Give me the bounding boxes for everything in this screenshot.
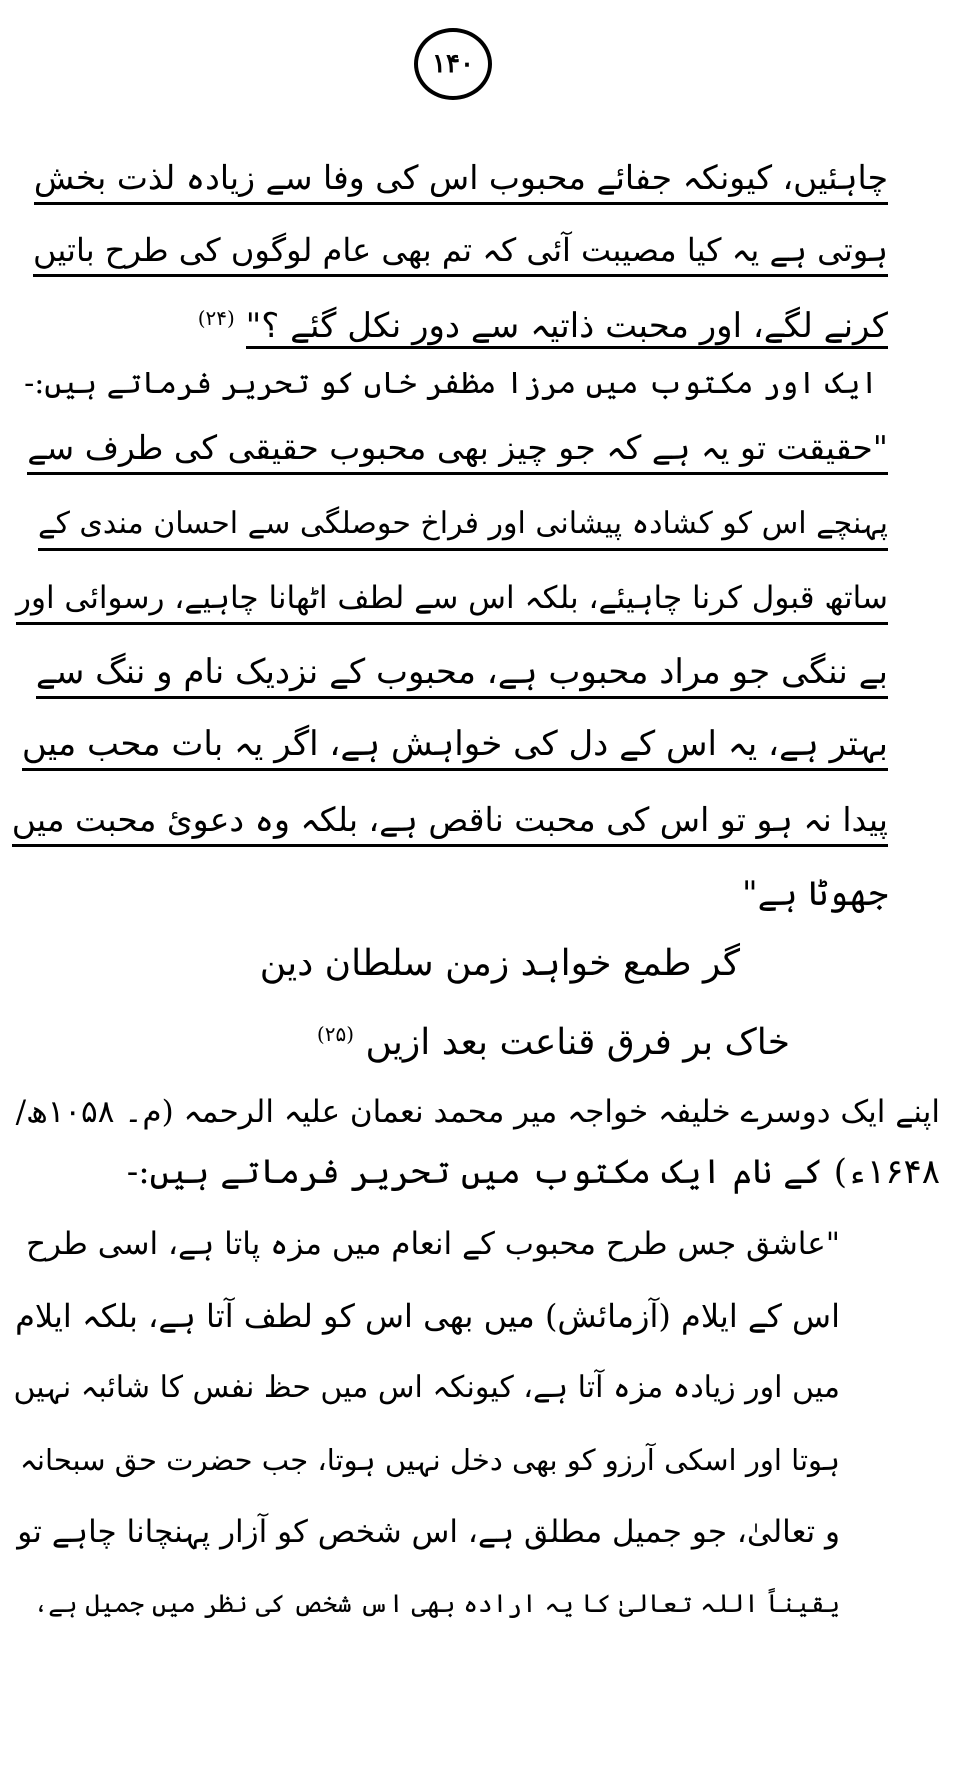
quote-line-6: یقیناً اللہ تعالیٰ کا یہ ارادہ بھی اس شخص کی نظر میں جمیل ہے، (33, 1589, 840, 1618)
text-line-6: پہنچے اس کو کشادہ پیشانی اور فراخ حوصلگی سے احسان مندی کے (38, 500, 888, 551)
text-line-9: بہتر ہے، یہ اس کے دل کی خواہش ہے، اگر یہ بات محب میں (22, 720, 888, 771)
quote-line-2: اس کے ایلام (آزمائش) میں بھی اس کو لطف آتا ہے، بلکہ ایلام (15, 1297, 840, 1335)
text-line-8: بے ننگی جو مراد محبوب ہے، محبوب کے نزدیک نام و ننگ سے (36, 648, 888, 699)
footnote-marker-24: (۲۴) (197, 306, 235, 330)
footnote-marker-25: (۲۵) (316, 1022, 355, 1046)
text-line-4: ایک اور مکتوب میں مرزا مظفر خاں کو تحریر فرماتے ہیں:- (24, 366, 878, 401)
text-line-7: ساتھ قبول کرنا چاہیئے، بلکہ اس سے لطف اٹھانا چاہیے، رسوائی اور (16, 574, 888, 625)
quote-line-5: و تعالیٰ، جو جمیل مطلق ہے، اس شخص کو آزار پہنچانا چاہے تو (17, 1514, 840, 1550)
quote-line-4: ہوتا اور اسکی آرزو کو بھی دخل نہیں ہوتا، جب حضرت حق سبحانہ (19, 1443, 840, 1477)
text-line-11: جھوٹا ہے" (742, 874, 888, 914)
text-line-5: "حقیقت تو یہ ہے کہ جو چیز بھی محبوب حقیقی کی طرف سے (27, 424, 888, 475)
verse-line-1: گر طمع خواہد زمن سلطان دین (259, 943, 740, 984)
text-line-3-body: کرنے لگے، اور محبت ذاتیہ سے دور نکل گئے ؟" (246, 306, 888, 349)
text-line-13: ۱۶۴۸ء) کے نام ایک مکتوب میں تحریر فرماتے ہیں:- (126, 1152, 940, 1192)
page-number-badge (414, 28, 492, 100)
text-line-2: ہوتی ہے یہ کیا مصیبت آئی کہ تم بھی عام لوگوں کی طرح باتیں (33, 226, 888, 277)
page-number: ۱۴۰ (432, 49, 474, 79)
text-line-3 (198, 294, 888, 350)
quote-line-3: میں اور زیادہ مزہ آتا ہے، کیونکہ اس میں حظ نفس کا شائبہ نہیں (13, 1370, 840, 1405)
verse-line-2-body: خاک بر فرق قناعت بعد ازیں (365, 1022, 790, 1063)
text-line-1: چاہئیں، کیونکہ جفائے محبوب اس کی وفا سے زیادہ لذت بخش (34, 154, 888, 205)
verse-line-2 (317, 1010, 790, 1067)
text-line-10: پیدا نہ ہو تو اس کی محبت ناقص ہے، بلکہ وہ دعویٔ محبت میں (12, 796, 888, 847)
text-line-12: اپنے ایک دوسرے خلیفہ خواجہ میر محمد نعمان علیہ الرحمہ (م۔ ۱۰۵۸ھ/ (15, 1094, 940, 1130)
quote-line-1: "عاشق جس طرح محبوب کے انعام میں مزہ پاتا ہے، اسی طرح (26, 1226, 840, 1262)
